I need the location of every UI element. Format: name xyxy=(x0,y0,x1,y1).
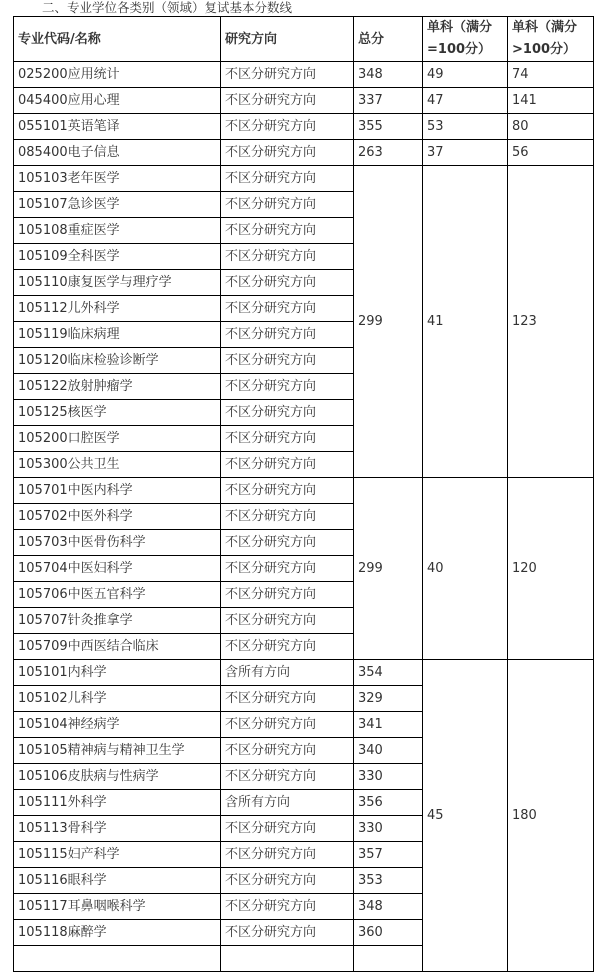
total-score-cell xyxy=(354,946,423,972)
direction-cell: 不区分研究方向 xyxy=(221,738,354,764)
major-cell: 105108重症医学 xyxy=(14,218,221,244)
major-cell: 105104神经病学 xyxy=(14,712,221,738)
total-score-cell: 299 xyxy=(354,478,423,660)
major-cell: 105115妇产科学 xyxy=(14,842,221,868)
major-cell: 055101英语笔译 xyxy=(14,114,221,140)
direction-cell: 不区分研究方向 xyxy=(221,270,354,296)
major-cell: 105300公共卫生 xyxy=(14,452,221,478)
direction-cell: 不区分研究方向 xyxy=(221,296,354,322)
major-cell: 105125核医学 xyxy=(14,400,221,426)
direction-cell: 不区分研究方向 xyxy=(221,608,354,634)
table-body xyxy=(14,62,594,972)
major-cell: 105701中医内科学 xyxy=(14,478,221,504)
total-score-cell: 340 xyxy=(354,738,423,764)
total-score-cell: 330 xyxy=(354,816,423,842)
direction-cell: 不区分研究方向 xyxy=(221,218,354,244)
table-row xyxy=(14,660,594,686)
major-cell: 105105精神病与精神卫生学 xyxy=(14,738,221,764)
table-row xyxy=(14,478,594,504)
single-over-100-cell: 80 xyxy=(508,114,594,140)
direction-cell: 不区分研究方向 xyxy=(221,140,354,166)
direction-cell: 不区分研究方向 xyxy=(221,894,354,920)
major-cell: 045400应用心理 xyxy=(14,88,221,114)
major-cell: 105118麻醉学 xyxy=(14,920,221,946)
direction-cell: 不区分研究方向 xyxy=(221,192,354,218)
single-100-cell: 41 xyxy=(423,166,508,478)
column-header-major: 专业代码/名称 xyxy=(14,17,221,62)
total-score-cell: 360 xyxy=(354,920,423,946)
major-cell: 105101内科学 xyxy=(14,660,221,686)
major-cell: 105707针灸推拿学 xyxy=(14,608,221,634)
direction-cell: 不区分研究方向 xyxy=(221,62,354,88)
major-cell: 105110康复医学与理疗学 xyxy=(14,270,221,296)
total-score-cell: 357 xyxy=(354,842,423,868)
direction-cell: 不区分研究方向 xyxy=(221,764,354,790)
single-over-100-cell: 123 xyxy=(508,166,594,478)
major-cell: 105200口腔医学 xyxy=(14,426,221,452)
direction-cell: 不区分研究方向 xyxy=(221,374,354,400)
direction-cell: 不区分研究方向 xyxy=(221,452,354,478)
single-over-100-cell: 56 xyxy=(508,140,594,166)
major-cell: 105706中医五官科学 xyxy=(14,582,221,608)
table-row xyxy=(14,62,594,88)
direction-cell: 不区分研究方向 xyxy=(221,816,354,842)
major-cell: 105103老年医学 xyxy=(14,166,221,192)
direction-cell: 不区分研究方向 xyxy=(221,244,354,270)
single-over-100-cell: 120 xyxy=(508,478,594,660)
column-header-single-100: 单科（满分=100分） xyxy=(423,17,508,62)
direction-cell: 含所有方向 xyxy=(221,790,354,816)
major-cell: 105112儿外科学 xyxy=(14,296,221,322)
score-table xyxy=(13,16,594,972)
column-header-total: 总分 xyxy=(354,17,423,62)
total-score-cell: 341 xyxy=(354,712,423,738)
single-over-100-cell: 141 xyxy=(508,88,594,114)
single-100-cell: 37 xyxy=(423,140,508,166)
major-cell: 105703中医骨伤科学 xyxy=(14,530,221,556)
table-row xyxy=(14,166,594,192)
direction-cell: 不区分研究方向 xyxy=(221,582,354,608)
direction-cell: 不区分研究方向 xyxy=(221,88,354,114)
major-cell: 105702中医外科学 xyxy=(14,504,221,530)
direction-cell: 不区分研究方向 xyxy=(221,348,354,374)
direction-cell: 不区分研究方向 xyxy=(221,868,354,894)
total-score-cell: 299 xyxy=(354,166,423,478)
single-over-100-cell: 180 xyxy=(508,660,594,972)
direction-cell: 不区分研究方向 xyxy=(221,530,354,556)
direction-cell: 不区分研究方向 xyxy=(221,686,354,712)
major-cell: 105109全科医学 xyxy=(14,244,221,270)
total-score-cell: 337 xyxy=(354,88,423,114)
column-header-direction: 研究方向 xyxy=(221,17,354,62)
table-row xyxy=(14,114,594,140)
section-heading: 二、专业学位各类别（领域）复试基本分数线 xyxy=(42,0,293,15)
single-100-cell: 49 xyxy=(423,62,508,88)
total-score-cell: 353 xyxy=(354,868,423,894)
total-score-cell: 263 xyxy=(354,140,423,166)
direction-cell: 不区分研究方向 xyxy=(221,712,354,738)
total-score-cell: 355 xyxy=(354,114,423,140)
major-cell: 105122放射肿瘤学 xyxy=(14,374,221,400)
table-row xyxy=(14,140,594,166)
major-cell: 025200应用统计 xyxy=(14,62,221,88)
total-score-cell: 329 xyxy=(354,686,423,712)
major-cell: 105120临床检验诊断学 xyxy=(14,348,221,374)
total-score-cell: 354 xyxy=(354,660,423,686)
major-cell xyxy=(14,946,221,972)
column-header-single-over-100: 单科（满分>100分） xyxy=(508,17,594,62)
single-100-cell: 45 xyxy=(423,660,508,972)
direction-cell: 不区分研究方向 xyxy=(221,478,354,504)
total-score-cell: 330 xyxy=(354,764,423,790)
direction-cell: 不区分研究方向 xyxy=(221,556,354,582)
direction-cell: 不区分研究方向 xyxy=(221,634,354,660)
single-100-cell: 53 xyxy=(423,114,508,140)
total-score-cell: 348 xyxy=(354,894,423,920)
direction-cell xyxy=(221,946,354,972)
direction-cell: 不区分研究方向 xyxy=(221,842,354,868)
major-cell: 105102儿科学 xyxy=(14,686,221,712)
major-cell: 105116眼科学 xyxy=(14,868,221,894)
major-cell: 105709中西医结合临床 xyxy=(14,634,221,660)
direction-cell: 含所有方向 xyxy=(221,660,354,686)
direction-cell: 不区分研究方向 xyxy=(221,114,354,140)
direction-cell: 不区分研究方向 xyxy=(221,322,354,348)
single-over-100-cell: 74 xyxy=(508,62,594,88)
major-cell: 105119临床病理 xyxy=(14,322,221,348)
table-header-row xyxy=(14,17,594,62)
direction-cell: 不区分研究方向 xyxy=(221,166,354,192)
direction-cell: 不区分研究方向 xyxy=(221,504,354,530)
major-cell: 105111外科学 xyxy=(14,790,221,816)
single-100-cell: 40 xyxy=(423,478,508,660)
major-cell: 105704中医妇科学 xyxy=(14,556,221,582)
direction-cell: 不区分研究方向 xyxy=(221,920,354,946)
major-cell: 105106皮肤病与性病学 xyxy=(14,764,221,790)
major-cell: 105113骨科学 xyxy=(14,816,221,842)
total-score-cell: 348 xyxy=(354,62,423,88)
major-cell: 105117耳鼻咽喉科学 xyxy=(14,894,221,920)
direction-cell: 不区分研究方向 xyxy=(221,426,354,452)
table-row xyxy=(14,88,594,114)
total-score-cell: 356 xyxy=(354,790,423,816)
direction-cell: 不区分研究方向 xyxy=(221,400,354,426)
single-100-cell: 47 xyxy=(423,88,508,114)
major-cell: 085400电子信息 xyxy=(14,140,221,166)
major-cell: 105107急诊医学 xyxy=(14,192,221,218)
